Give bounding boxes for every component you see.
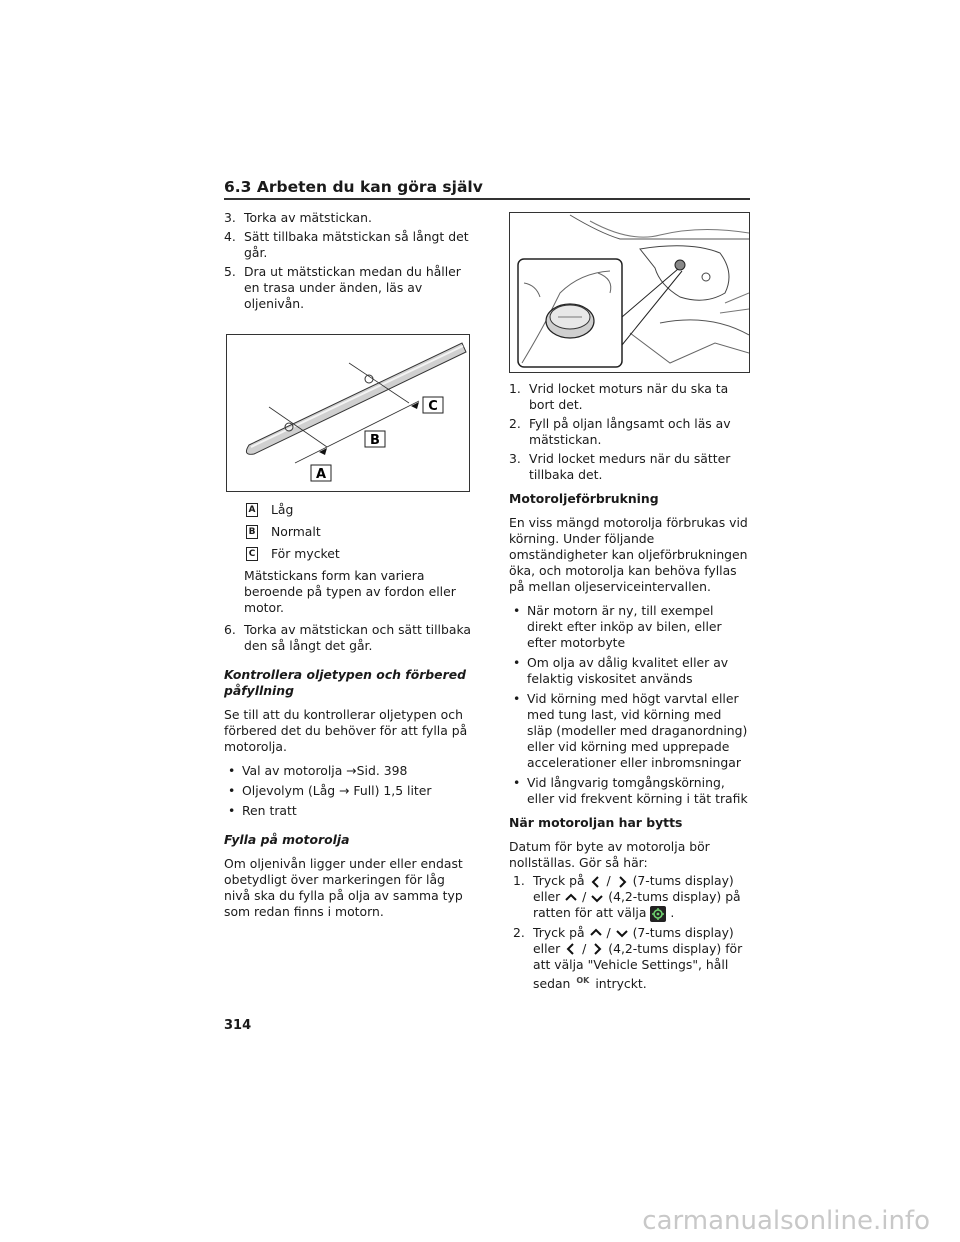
settings-gear-icon — [650, 906, 666, 922]
heading-check-oil-type: Kontrollera oljetypen och förbered påfyllning — [224, 667, 466, 698]
reset-step-1: 1. Tryck på / (7-tums display) eller / (4,2-tums display) på ratten för att välja . — [513, 873, 741, 920]
label-b — [365, 431, 385, 448]
bullet-bad-oil: • Om olja av dålig kvalitet eller av felaktig viskositet används — [513, 655, 729, 686]
svg-text:A: A — [315, 467, 327, 482]
chevron-left-icon — [589, 875, 603, 889]
right-column — [509, 212, 750, 995]
step-6: 6. Torka av mätstickan och sätt tillbaka den så långt det går. — [224, 622, 472, 653]
right-step-1: 1. Vrid locket moturs när du ska ta bort det. — [509, 381, 729, 412]
label-c — [423, 397, 443, 414]
bullet-funnel: • Ren tratt — [228, 803, 297, 818]
left-column — [224, 210, 472, 928]
legend-normal: B Normalt — [246, 524, 472, 540]
svg-text:C: C — [428, 399, 438, 414]
ok-button-icon: OK — [576, 975, 590, 985]
dipstick-figure — [226, 334, 470, 492]
legend-too-much: C För mycket — [246, 546, 472, 562]
chevron-up-icon — [564, 891, 578, 905]
legend-low: A Låg — [246, 502, 472, 518]
svg-text:B: B — [370, 433, 380, 448]
engine-bay-illustration — [510, 213, 749, 372]
para-oil-changed: Datum för byte av motorolja bör nollställas. Gör så här: — [509, 839, 710, 870]
reset-step-2: 2. Tryck på / (7-tums display) eller / (4,2-tums display) för att välja "Vehicle Settings", håll sedan $^{OK}$ intryckt. — [513, 924, 743, 991]
page-number: 314 — [224, 1018, 252, 1033]
bullet-high-rpm: • Vid körning med högt varvtal eller med tung last, vid körning med släp (modeller med draganordning) eller vid körning med upprepade accelerationer eller inbromsningar — [513, 691, 748, 770]
section-rule — [224, 198, 750, 200]
step-4: 4. Sätt tillbaka mätstickan så långt det går. — [224, 229, 469, 260]
engine-figure — [509, 212, 750, 373]
dipstick-illustration — [227, 335, 469, 491]
legend-badge-a: A — [246, 503, 258, 517]
bullet-oil-choice: • Val av motorolja →Sid. 398 — [228, 763, 408, 778]
step-3: 3. Torka av mätstickan. — [224, 210, 372, 225]
heading-oil-changed: När motoroljan har bytts — [509, 815, 683, 830]
chevron-up-icon — [589, 926, 603, 940]
right-step-2: 2. Fyll på oljan långsamt och läs av mätstickan. — [509, 416, 731, 447]
para-check-oil-type: Se till att du kontrollerar oljetypen och förbered det du behöver för att fylla på motorolja. — [224, 707, 468, 754]
section-title: 6.3 Arbeten du kan göra själv — [224, 178, 483, 196]
para-fill-oil: Om oljenivån ligger under eller endast obetydligt över markeringen för låg nivå ska du fylla på olja av samma typ som redan finns i motorn. — [224, 856, 463, 919]
label-a — [311, 465, 331, 482]
chevron-right-icon — [615, 875, 629, 889]
heading-fill-oil: Fylla på motorolja — [224, 832, 350, 847]
legend-badge-b: B — [246, 525, 258, 539]
bullet-oil-volume: • Oljevolym (Låg → Full) 1,5 liter — [228, 783, 432, 798]
chevron-left-icon — [564, 942, 578, 956]
para-oil-consumption: En viss mängd motorolja förbrukas vid körning. Under följande omständigheter kan oljeförbrukningen öka, och motorolja kan behöva fyllas på mellan oljeserviceintervallen. — [509, 515, 748, 594]
chevron-down-icon — [590, 891, 604, 905]
chevron-right-icon — [590, 942, 604, 956]
legend-badge-c: C — [246, 547, 258, 561]
bullet-new-engine: • När motorn är ny, till exempel direkt efter inköp av bilen, eller efter motorbyte — [513, 603, 722, 650]
heading-oil-consumption: Motoroljeförbrukning — [509, 491, 659, 506]
dipstick-note: Mätstickans form kan variera beroende på typen av fordon eller motor. — [244, 568, 456, 615]
right-step-3: 3. Vrid locket medurs när du sätter tillbaka det. — [509, 451, 731, 482]
bullet-idling: • Vid långvarig tomgångskörning, eller vid frekvent körning i tät trafik — [513, 775, 748, 806]
chevron-down-icon — [615, 926, 629, 940]
watermark: carmanualsonline.info — [642, 1206, 930, 1236]
step-5: 5. Dra ut mätstickan medan du håller en trasa under änden, läs av oljenivån. — [224, 264, 461, 311]
